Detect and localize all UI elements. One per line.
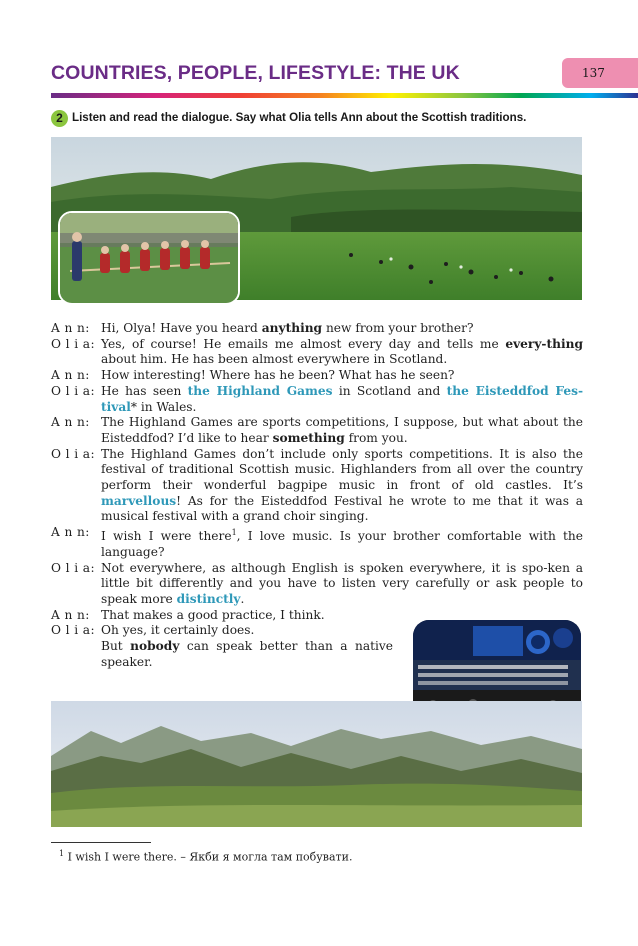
highlighted-term: marvellous <box>101 493 177 508</box>
speaker-ann: A n n: <box>51 607 90 622</box>
highlighted-term: distinctly <box>176 592 241 607</box>
dialogue-line <box>51 337 583 368</box>
footnote-mark: 1 <box>59 849 65 858</box>
dialogue-line <box>51 368 583 384</box>
line-text: Oh yes, it certainly does. <box>101 623 255 638</box>
highlighted-term: the Highland Games <box>187 383 333 398</box>
line-text: from you. <box>344 430 408 445</box>
task-instruction: Listen and read the dialogue. Say what Olia tells Ann about the Scottish traditions. <box>72 111 527 124</box>
line-text: about him. He has been almost everywhere in Scotland. <box>101 352 448 367</box>
footnote-divider <box>51 842 151 843</box>
line-text: The Highland Games are sports competitions, I suppose, but what about the Eisteddfod? I’d like to hear <box>101 415 583 445</box>
dialogue-line <box>51 321 583 337</box>
page-number: 137 <box>582 66 605 80</box>
line-text: Not everywhere, as although English is spoken everywhere, it is spo-ken a little bit differently and you have to listen very carefully or ask people to speak more <box>101 560 583 607</box>
line-text: ! As for the Eisteddfod Festival he wrote to me that it was a musical festival with a grand choir singing. <box>101 493 583 524</box>
dialogue-line <box>51 415 583 446</box>
speaker-ann: A n n: <box>51 525 90 540</box>
speaker-olia: O l i a: <box>51 623 95 638</box>
key-word: every-thing <box>505 336 583 351</box>
line-text: How interesting! Where has he been? What has he seen? <box>101 368 455 383</box>
line-text: . <box>240 592 245 607</box>
line-text: Yes, of course! He emails me almost every day and tells me <box>101 336 506 351</box>
page-title: COUNTRIES, PEOPLE, LIFESTYLE: THE UK <box>51 62 460 84</box>
key-word: nobody <box>130 639 180 654</box>
line-text: The Highland Games don’t include only sports competitions. It is also the festival of traditional Scottish music. Highlanders from all over the country perform their wonderful bagpipe music in front of old castles. It’s <box>101 446 583 493</box>
line-text: , I love music. Is your brother comfortable with the language? <box>101 529 583 559</box>
dialogue-line <box>51 447 583 526</box>
speaker-ann: A n n: <box>51 368 90 383</box>
line-text: I wish I were there <box>101 529 232 544</box>
line-text: That makes a good practice, I think. <box>101 607 325 622</box>
line-text: * in Wales. <box>130 399 197 414</box>
mountains-landscape-photo <box>51 701 582 827</box>
line-text: new from your brother? <box>322 321 474 335</box>
key-word: something <box>272 430 345 445</box>
speaker-ann: A n n: <box>51 415 90 430</box>
dialogue-line <box>51 623 393 670</box>
footnote <box>59 849 352 864</box>
line-text: But <box>101 639 131 654</box>
speaker-olia: O l i a: <box>51 560 95 575</box>
line-text: He has seen <box>101 383 188 398</box>
line-text: Hi, Olya! Have you heard <box>101 321 262 335</box>
task-number-badge: 2 <box>51 110 68 127</box>
tug-of-war-photo <box>58 211 240 305</box>
dialogue-line <box>51 525 583 560</box>
footnote-ref: 1 <box>231 528 237 538</box>
speaker-ann: A n n: <box>51 321 90 335</box>
dialogue-line <box>51 384 583 415</box>
line-text: in Scotland and <box>332 383 447 398</box>
dialogue <box>51 321 583 671</box>
speaker-olia: O l i a: <box>51 336 95 351</box>
rainbow-divider <box>51 93 638 98</box>
speaker-olia: O l i a: <box>51 446 95 461</box>
highlighted-term: the Eisteddfod Fes-tival <box>101 383 584 414</box>
dialogue-line <box>51 561 583 608</box>
key-word: anything <box>261 321 323 335</box>
footnote-text: I wish I were there. – Якби я могла там побувати. <box>64 850 353 864</box>
line-text: can speak better than a native speaker. <box>101 639 394 669</box>
speaker-olia: O l i a: <box>51 383 95 398</box>
